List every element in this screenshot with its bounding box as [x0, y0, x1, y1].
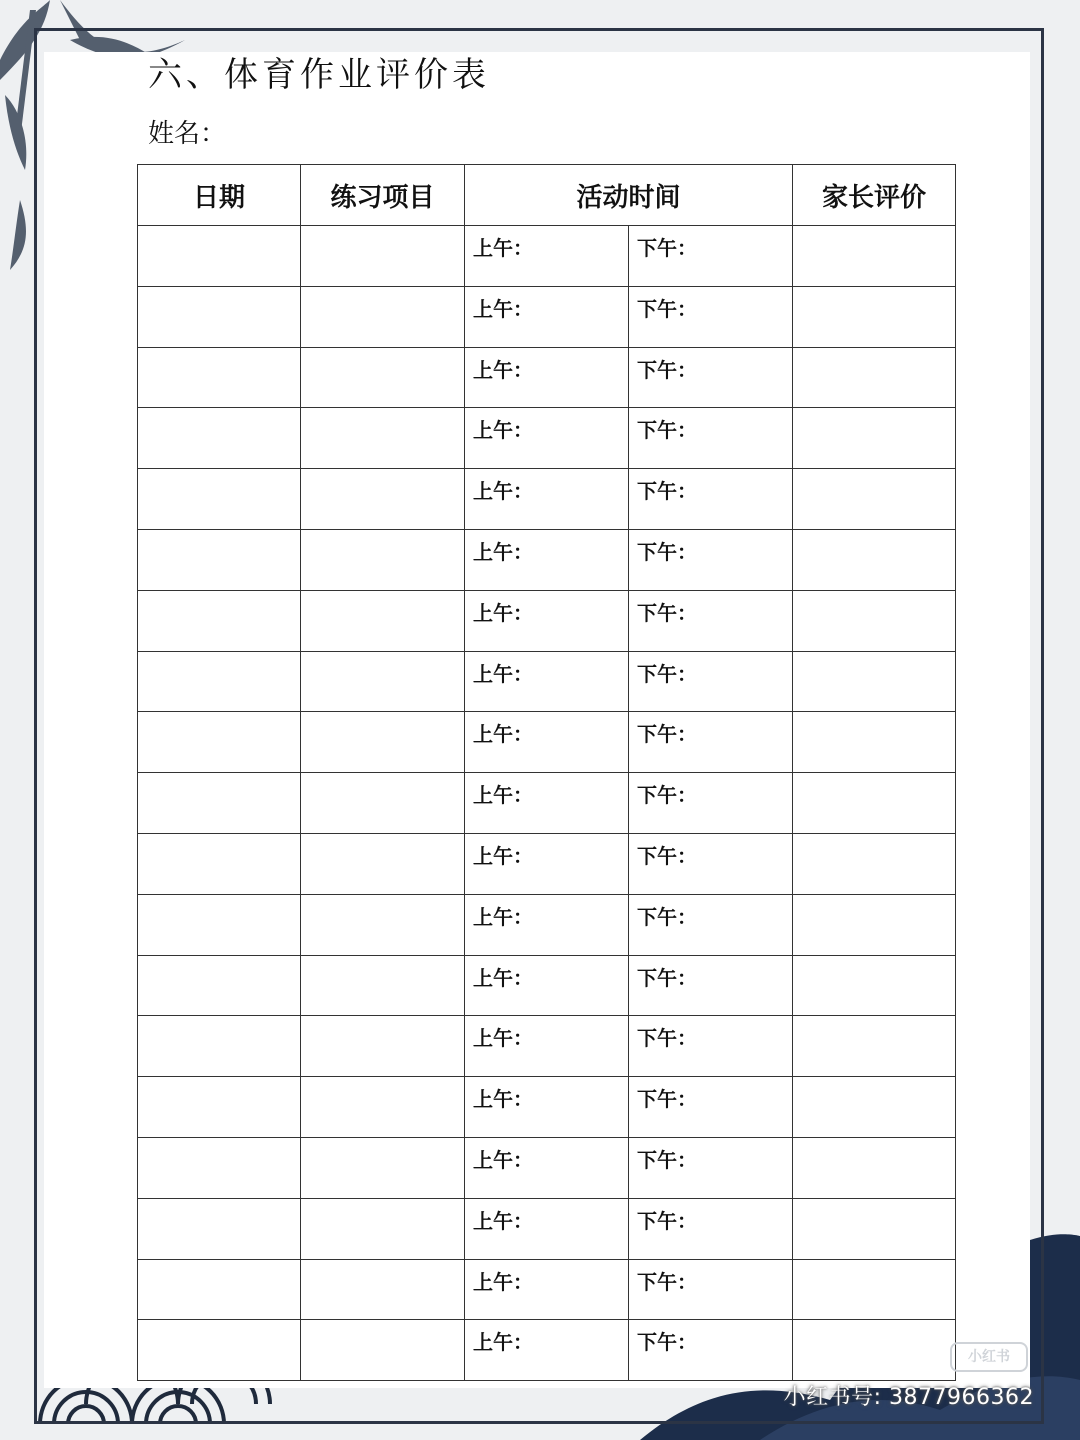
morning-time-cell[interactable]: 上午：	[465, 1137, 629, 1198]
table-row	[138, 590, 956, 651]
evaluation-table	[137, 164, 956, 1381]
morning-time-cell[interactable]: 上午：	[465, 226, 629, 287]
header-parent-evaluation: 家长评价	[793, 165, 956, 226]
parent-evaluation-cell[interactable]	[793, 833, 956, 894]
date-cell[interactable]	[138, 1320, 301, 1381]
exercise-item-cell[interactable]	[301, 408, 465, 469]
morning-time-cell[interactable]: 上午：	[465, 955, 629, 1016]
exercise-item-cell[interactable]	[301, 1016, 465, 1077]
afternoon-time-cell[interactable]: 下午：	[629, 955, 793, 1016]
date-cell[interactable]	[138, 1077, 301, 1138]
morning-time-cell[interactable]: 上午：	[465, 1077, 629, 1138]
morning-time-cell[interactable]: 上午：	[465, 1259, 629, 1320]
exercise-item-cell[interactable]	[301, 1259, 465, 1320]
parent-evaluation-cell[interactable]	[793, 529, 956, 590]
date-cell[interactable]	[138, 712, 301, 773]
date-cell[interactable]	[138, 590, 301, 651]
table-row	[138, 1320, 956, 1381]
morning-time-cell[interactable]: 上午：	[465, 651, 629, 712]
date-cell[interactable]	[138, 1016, 301, 1077]
exercise-item-cell[interactable]	[301, 773, 465, 834]
exercise-item-cell[interactable]	[301, 226, 465, 287]
afternoon-time-cell[interactable]: 下午：	[629, 529, 793, 590]
table-row	[138, 773, 956, 834]
parent-evaluation-cell[interactable]	[793, 590, 956, 651]
exercise-item-cell[interactable]	[301, 1320, 465, 1381]
table-row	[138, 651, 956, 712]
morning-time-cell[interactable]: 上午：	[465, 1320, 629, 1381]
afternoon-time-cell[interactable]: 下午：	[629, 651, 793, 712]
date-cell[interactable]	[138, 1259, 301, 1320]
afternoon-time-cell[interactable]: 下午：	[629, 1259, 793, 1320]
afternoon-time-cell[interactable]: 下午：	[629, 833, 793, 894]
parent-evaluation-cell[interactable]	[793, 347, 956, 408]
afternoon-time-cell[interactable]: 下午：	[629, 1137, 793, 1198]
exercise-item-cell[interactable]	[301, 529, 465, 590]
table-row	[138, 955, 956, 1016]
table-row	[138, 226, 956, 287]
afternoon-time-cell[interactable]: 下午：	[629, 590, 793, 651]
exercise-item-cell[interactable]	[301, 955, 465, 1016]
afternoon-time-cell[interactable]: 下午：	[629, 1320, 793, 1381]
date-cell[interactable]	[138, 286, 301, 347]
table-row	[138, 1198, 956, 1259]
document-title: 六、体育作业评价表	[148, 55, 490, 95]
table-body	[138, 226, 956, 1381]
table-row	[138, 529, 956, 590]
date-cell[interactable]	[138, 347, 301, 408]
exercise-item-cell[interactable]	[301, 833, 465, 894]
afternoon-time-cell[interactable]: 下午：	[629, 1077, 793, 1138]
afternoon-time-cell[interactable]: 下午：	[629, 408, 793, 469]
parent-evaluation-cell[interactable]	[793, 469, 956, 530]
table-row	[138, 408, 956, 469]
morning-time-cell[interactable]: 上午：	[465, 590, 629, 651]
date-cell[interactable]	[138, 955, 301, 1016]
exercise-item-cell[interactable]	[301, 469, 465, 530]
exercise-item-cell[interactable]	[301, 1077, 465, 1138]
morning-time-cell[interactable]: 上午：	[465, 1198, 629, 1259]
parent-evaluation-cell[interactable]	[793, 1259, 956, 1320]
table-header-row	[138, 165, 956, 226]
parent-evaluation-cell[interactable]	[793, 1016, 956, 1077]
name-label: 姓名：	[148, 119, 227, 149]
afternoon-time-cell[interactable]: 下午：	[629, 286, 793, 347]
morning-time-cell[interactable]: 上午：	[465, 773, 629, 834]
parent-evaluation-cell[interactable]	[793, 651, 956, 712]
header-date: 日期	[138, 165, 301, 226]
parent-evaluation-cell[interactable]	[793, 894, 956, 955]
morning-time-cell[interactable]: 上午：	[465, 833, 629, 894]
exercise-item-cell[interactable]	[301, 1137, 465, 1198]
date-cell[interactable]	[138, 894, 301, 955]
parent-evaluation-cell[interactable]	[793, 226, 956, 287]
afternoon-time-cell[interactable]: 下午：	[629, 469, 793, 530]
exercise-item-cell[interactable]	[301, 894, 465, 955]
header-exercise-item: 练习项目	[301, 165, 465, 226]
parent-evaluation-cell[interactable]	[793, 1077, 956, 1138]
afternoon-time-cell[interactable]: 下午：	[629, 347, 793, 408]
date-cell[interactable]	[138, 529, 301, 590]
table-row	[138, 347, 956, 408]
exercise-item-cell[interactable]	[301, 712, 465, 773]
afternoon-time-cell[interactable]: 下午：	[629, 773, 793, 834]
date-cell[interactable]	[138, 469, 301, 530]
table-row	[138, 469, 956, 530]
exercise-item-cell[interactable]	[301, 1198, 465, 1259]
table-row	[138, 1259, 956, 1320]
morning-time-cell[interactable]: 上午：	[465, 712, 629, 773]
afternoon-time-cell[interactable]: 下午：	[629, 226, 793, 287]
afternoon-time-cell[interactable]: 下午：	[629, 1016, 793, 1077]
table-row	[138, 1016, 956, 1077]
parent-evaluation-cell[interactable]	[793, 408, 956, 469]
afternoon-time-cell[interactable]: 下午：	[629, 894, 793, 955]
morning-time-cell[interactable]: 上午：	[465, 469, 629, 530]
parent-evaluation-cell[interactable]	[793, 1137, 956, 1198]
afternoon-time-cell[interactable]: 下午：	[629, 1198, 793, 1259]
date-cell[interactable]	[138, 408, 301, 469]
parent-evaluation-cell[interactable]	[793, 286, 956, 347]
date-cell[interactable]	[138, 1198, 301, 1259]
afternoon-time-cell[interactable]: 下午：	[629, 712, 793, 773]
morning-time-cell[interactable]: 上午：	[465, 1016, 629, 1077]
table-row	[138, 712, 956, 773]
exercise-item-cell[interactable]	[301, 651, 465, 712]
morning-time-cell[interactable]: 上午：	[465, 347, 629, 408]
parent-evaluation-cell[interactable]	[793, 955, 956, 1016]
date-cell[interactable]	[138, 833, 301, 894]
table-row	[138, 286, 956, 347]
date-cell[interactable]	[138, 773, 301, 834]
morning-time-cell[interactable]: 上午：	[465, 408, 629, 469]
morning-time-cell[interactable]: 上午：	[465, 286, 629, 347]
watermark-logo: 小红书	[950, 1342, 1028, 1372]
table-row	[138, 1137, 956, 1198]
morning-time-cell[interactable]: 上午：	[465, 529, 629, 590]
exercise-item-cell[interactable]	[301, 286, 465, 347]
date-cell[interactable]	[138, 1137, 301, 1198]
parent-evaluation-cell[interactable]	[793, 1320, 956, 1381]
table-row	[138, 1077, 956, 1138]
date-cell[interactable]	[138, 651, 301, 712]
parent-evaluation-cell[interactable]	[793, 773, 956, 834]
watermark-text: 小红书号: 3877966362	[783, 1385, 1034, 1410]
header-activity-time: 活动时间	[465, 165, 793, 226]
table-row	[138, 833, 956, 894]
parent-evaluation-cell[interactable]	[793, 712, 956, 773]
exercise-item-cell[interactable]	[301, 347, 465, 408]
exercise-item-cell[interactable]	[301, 590, 465, 651]
parent-evaluation-cell[interactable]	[793, 1198, 956, 1259]
date-cell[interactable]	[138, 226, 301, 287]
table-row	[138, 894, 956, 955]
morning-time-cell[interactable]: 上午：	[465, 894, 629, 955]
